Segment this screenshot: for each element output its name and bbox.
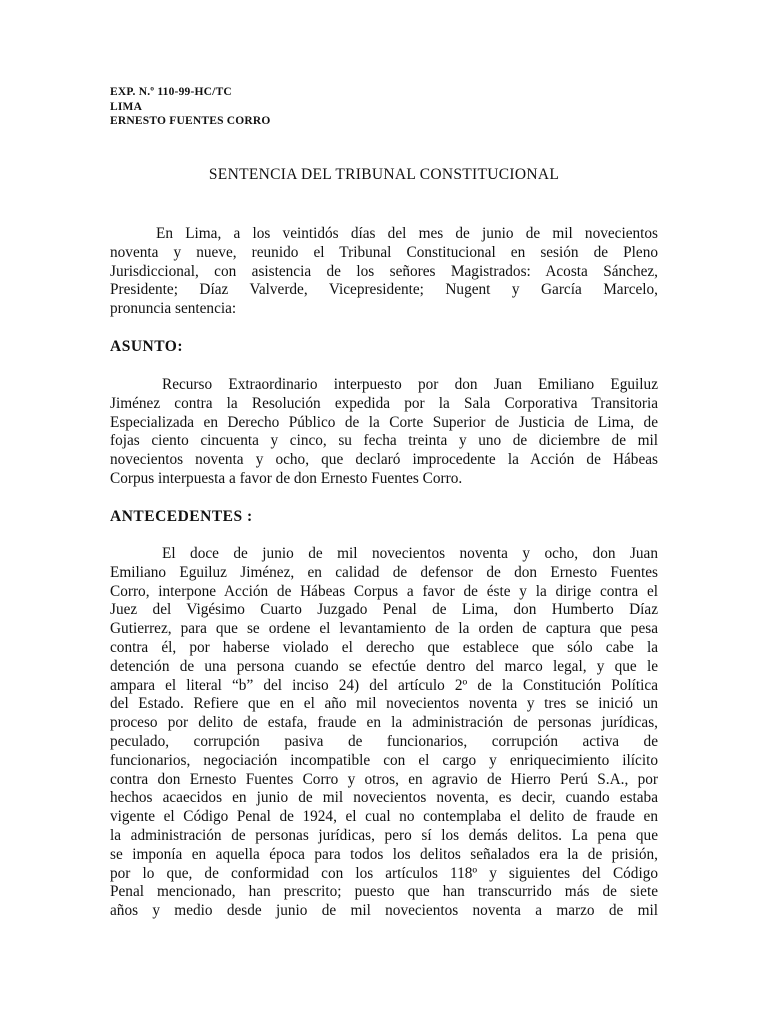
paragraph-line: Especializada en Derecho Público de la Corte Superior de Justicia de Lima, de: [110, 413, 658, 431]
paragraph-line: novecientos noventa y ocho, que declaró improcedente la Acción de Hábeas: [110, 451, 658, 469]
document-title: SENTENCIA DEL TRIBUNAL CONSTITUCIONAL: [208, 166, 560, 183]
section-heading-antecedentes: ANTECEDENTES :: [110, 508, 253, 525]
paragraph-line: contra él, por haberse violado el derecho que establece que sólo cabe la: [110, 638, 658, 656]
asunto-paragraph: [110, 376, 658, 489]
paragraph-line: Presidente; Díaz Valverde, Vicepresidente; Nugent y García Marcelo,: [110, 281, 658, 299]
paragraph-line: proceso por delito de estafa, fraude en la administración de personas jurídicas,: [110, 714, 658, 732]
case-city: LIMA: [110, 100, 143, 113]
paragraph-line: Recurso Extraordinario interpuesto por don Juan Emiliano Eguiluz: [162, 376, 658, 393]
paragraph-line: Emiliano Eguiluz Jiménez, en calidad de defensor de don Ernesto Fuentes: [110, 563, 658, 581]
paragraph-line: Corpus interpuesta a favor de don Ernesto Fuentes Corro.: [110, 469, 463, 487]
case-header: [110, 85, 271, 129]
antecedentes-paragraph: [110, 545, 658, 921]
paragraph-line: hechos acaecidos en junio de mil novecientos noventa, es decir, cuando estaba: [110, 789, 658, 807]
paragraph-line: Jiménez contra la Resolución expedida por la Sala Corporativa Transitoria: [110, 394, 658, 412]
paragraph-line: del Estado. Refiere que en el año mil novecientos noventa y tres se inició un: [110, 695, 658, 713]
paragraph-line: peculado, corrupción pasiva de funcionarios, corrupción activa de: [110, 732, 658, 750]
paragraph-line: Jurisdiccional, con asistencia de los señores Magistrados: Acosta Sánchez,: [110, 262, 658, 280]
paragraph-line: ampara el literal “b” del inciso 24) del artículo 2º de la Constitución Política: [110, 676, 658, 694]
section-heading-asunto: ASUNTO:: [110, 338, 183, 355]
paragraph-line: noventa y nueve, reunido el Tribunal Constitucional en sesión de Pleno: [110, 243, 658, 261]
case-number: EXP. N.º 110-99-HC/TC: [110, 86, 232, 98]
paragraph-line: la administración de personas jurídicas, pero sí los demás delitos. La pena que: [110, 826, 658, 844]
paragraph-line: se imponía en aquella época para todos los delitos señalados era la de prisión,: [110, 845, 658, 863]
paragraph-line: En Lima, a los veintidós días del mes de junio de mil novecientos: [156, 225, 658, 242]
paragraph-line: fojas ciento cincuenta y cinco, su fecha treinta y uno de diciembre de mil: [110, 432, 658, 450]
paragraph-line: Corro, interpone Acción de Hábeas Corpus a favor de éste y la dirige contra el: [110, 582, 658, 600]
paragraph-line: Juez del Vigésimo Cuarto Juzgado Penal de Lima, don Humberto Díaz: [110, 601, 658, 619]
paragraph-line: El doce de junio de mil novecientos noventa y ocho, don Juan: [162, 545, 658, 562]
paragraph-line: funcionarios, negociación incompatible con el cargo y enriquecimiento ilícito: [110, 751, 658, 769]
paragraph-line: pronuncia sentencia:: [110, 300, 237, 318]
paragraph-line: por lo que, de conformidad con los artículos 118º y siguientes del Código: [110, 864, 658, 882]
case-party: ERNESTO FUENTES CORRO: [110, 115, 271, 127]
paragraph-line: Penal mencionado, han prescrito; puesto que han transcurrido más de siete: [110, 883, 658, 901]
paragraph-line: años y medio desde junio de mil novecientos noventa a marzo de mil: [110, 902, 658, 920]
paragraph-line: Gutierrez, para que se ordene el levantamiento de la orden de captura que pesa: [110, 620, 658, 638]
paragraph-line: vigente el Código Penal de 1924, el cual no contemplaba el delito de fraude en: [110, 808, 658, 826]
intro-paragraph: [110, 225, 658, 319]
paragraph-line: contra don Ernesto Fuentes Corro y otros, en agravio de Hierro Perú S.A., por: [110, 770, 658, 788]
paragraph-line: detención de una persona cuando se efectúe dentro del marco legal, y que le: [110, 657, 658, 675]
